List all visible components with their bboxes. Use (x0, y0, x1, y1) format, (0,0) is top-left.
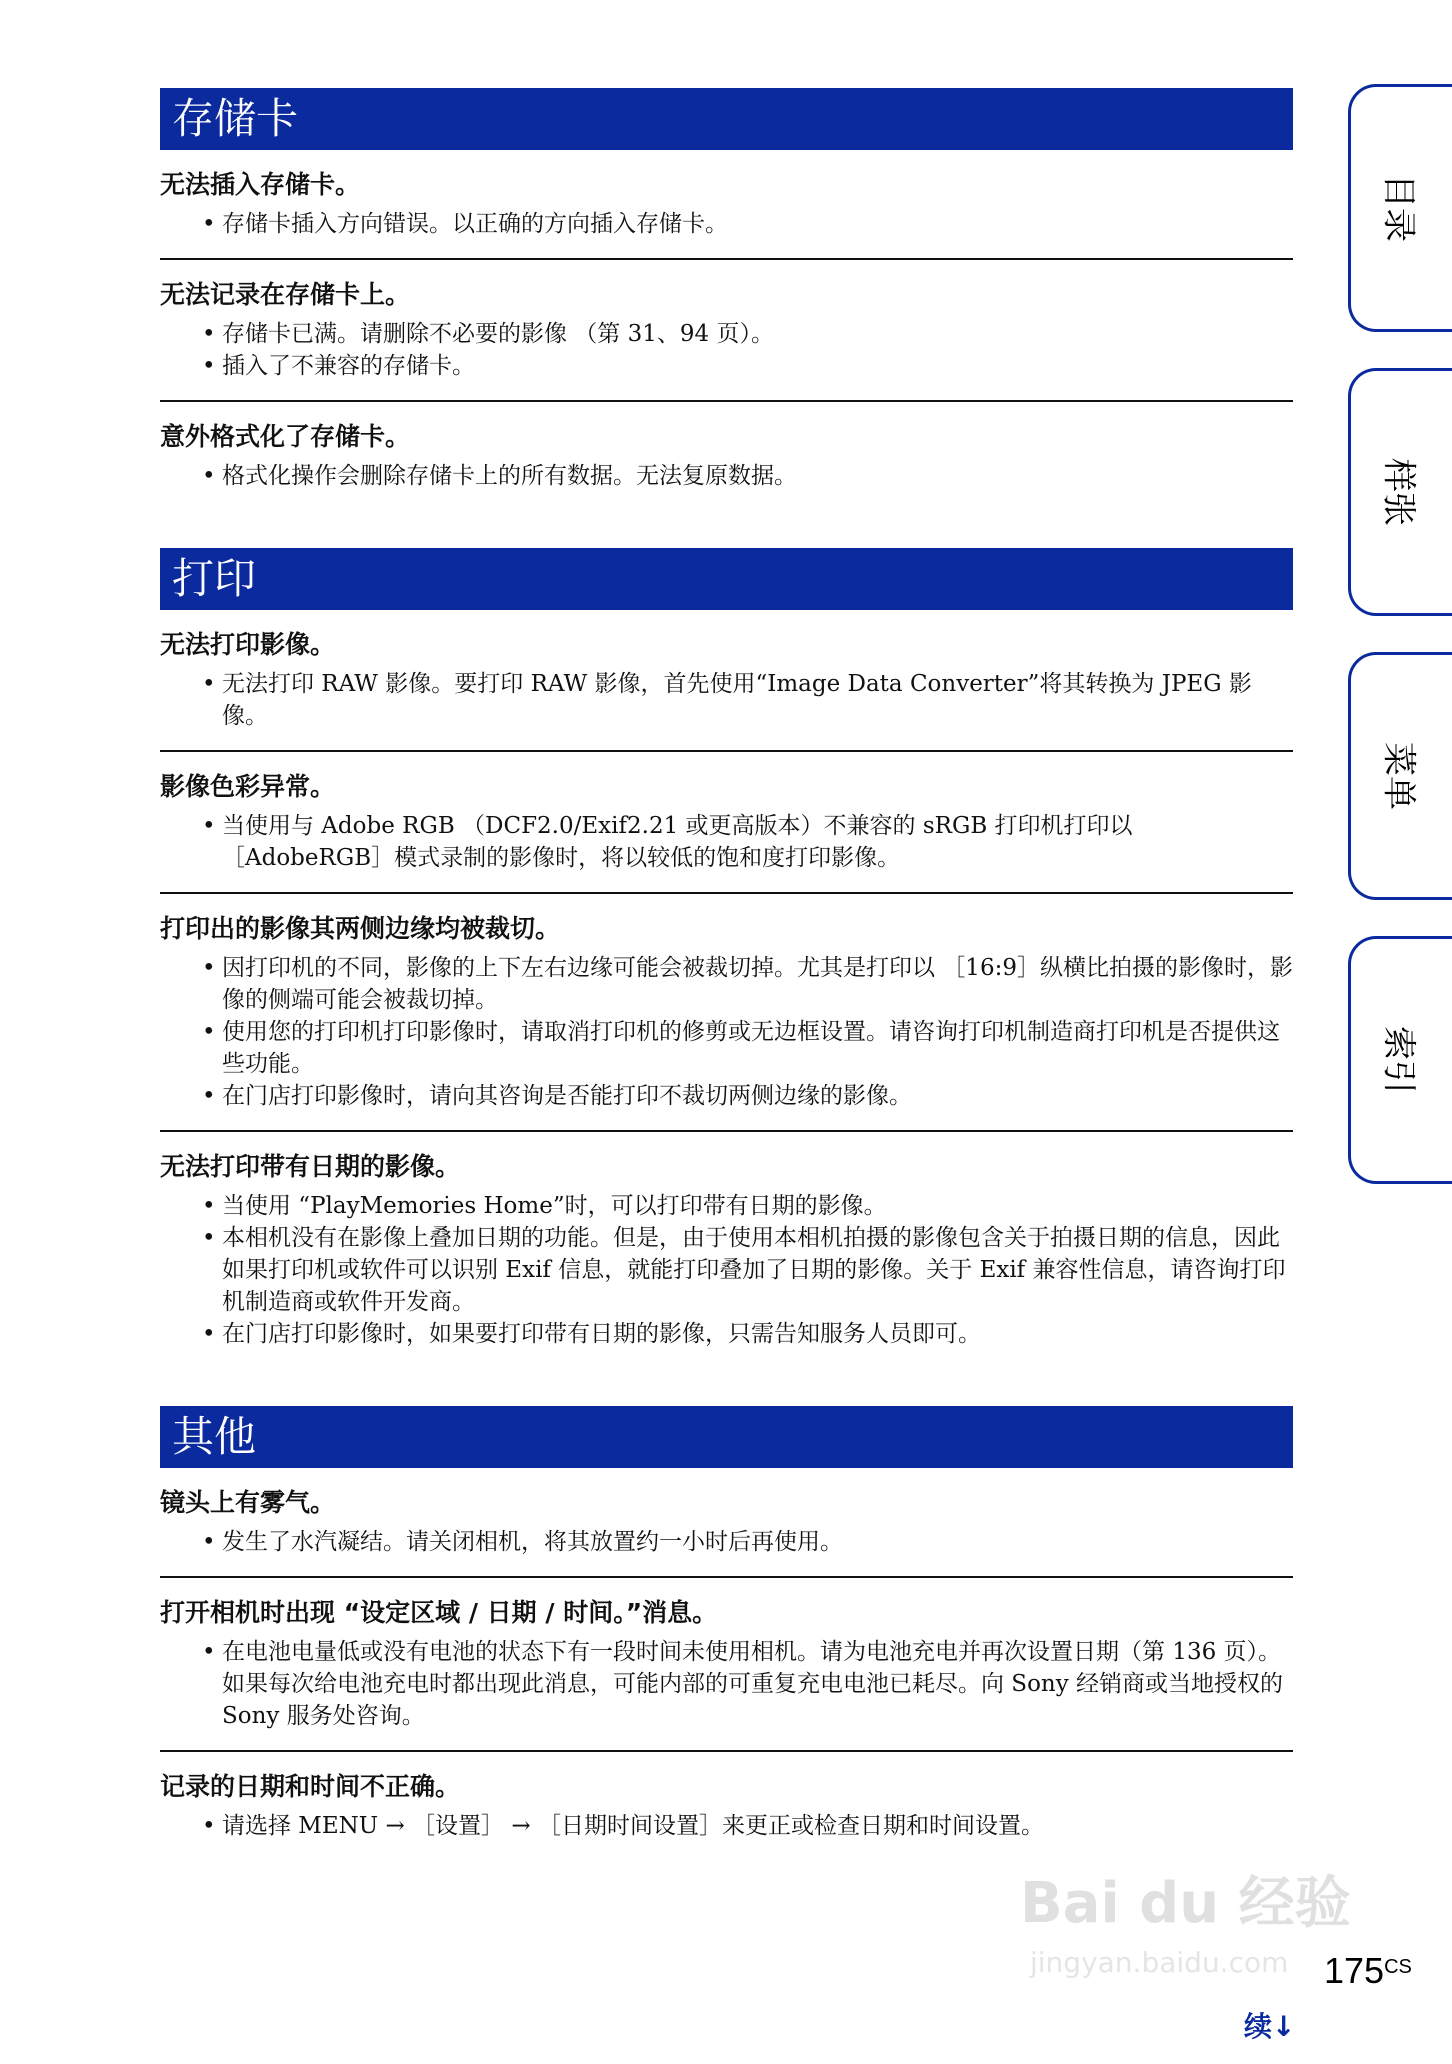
trouble-item (160, 258, 1293, 400)
trouble-item (160, 1750, 1293, 1860)
trouble-item (160, 150, 1293, 258)
section-heading: 存储卡 (160, 88, 1293, 150)
bullet-text: • 无法打印 RAW 影像。要打印 RAW 影像，首先使用“Image Data Converter”将其转换为 JPEG 影像。 (160, 668, 1293, 732)
item-title: 意外格式化了存储卡。 (160, 422, 411, 451)
bullet-text: • 请选择 MENU → ［设置］ → ［日期时间设置］来更正或检查日期和时间设置。 (160, 1810, 1293, 1842)
bullet-text: • 使用您的打印机打印影像时，请取消打印机的修剪或无边框设置。请咨询打印机制造商打印机是否提供这些功能。 (160, 1016, 1293, 1080)
watermark-main: Bai du 经验 (1020, 1871, 1351, 1936)
bullet-text: • 存储卡已满。请删除不必要的影像 （第 31、94 页）。 (160, 318, 1293, 350)
item-title: 记录的日期和时间不正确。 (160, 1772, 461, 1801)
item-title: 无法插入存储卡。 (160, 170, 361, 199)
bullet-text: • 在电池电量低或没有电池的状态下有一段时间未使用相机。请为电池充电并再次设置日期（第 136 页）。如果每次给电池充电时都出现此消息，可能内部的可重复充电电池已耗尽。向 Sony 经销商或当地授权的 Sony 服务处咨询。 (160, 1636, 1293, 1732)
bullet-text: • 本相机没有在影像上叠加日期的功能。但是，由于使用本相机拍摄的影像包含关于拍摄日期的信息，因此如果打印机或软件可以识别 Exif 信息，就能打印叠加了日期的影像。关于 Exif 兼容性信息，请咨询打印机制造商或软件开发商。 (160, 1222, 1293, 1318)
bullet-text: • 在门店打印影像时，请向其咨询是否能打印不裁切两侧边缘的影像。 (160, 1080, 1293, 1112)
bullet-text: • 插入了不兼容的存储卡。 (160, 350, 1293, 382)
tab-samples[interactable] (1348, 368, 1452, 616)
trouble-item (160, 400, 1293, 510)
trouble-item (160, 1576, 1293, 1750)
watermark-sub: jingyan.baidu.com (1030, 1946, 1289, 1979)
item-title: 影像色彩异常。 (160, 772, 336, 801)
bullet-text: • 当使用 “PlayMemories Home”时，可以打印带有日期的影像。 (160, 1190, 1293, 1222)
tab-contents[interactable] (1348, 84, 1452, 332)
bullet-text: • 因打印机的不同，影像的上下左右边缘可能会被裁切掉。尤其是打印以 ［16:9］纵横比拍摄的影像时，影像的侧端可能会被裁切掉。 (160, 952, 1293, 1016)
tab-label: 样张 (1378, 458, 1418, 526)
section-heading: 其他 (160, 1406, 1293, 1468)
section-memory-card (160, 88, 1293, 510)
tab-menu[interactable] (1348, 652, 1452, 900)
item-title: 无法打印影像。 (160, 630, 336, 659)
page-content (160, 88, 1293, 1898)
trouble-item (160, 610, 1293, 750)
bullet-text: • 在门店打印影像时，如果要打印带有日期的影像，只需告知服务人员即可。 (160, 1318, 1293, 1350)
continued-link[interactable]: 续↓ (1244, 2010, 1296, 2043)
trouble-item (160, 750, 1293, 892)
tab-index[interactable] (1348, 936, 1452, 1184)
item-title: 打开相机时出现 “设定区域 / 日期 / 时间。”消息。 (160, 1598, 718, 1627)
page-number (1324, 1950, 1412, 1992)
trouble-item (160, 1468, 1293, 1576)
bullet-text: • 格式化操作会删除存储卡上的所有数据。无法复原数据。 (160, 460, 1293, 492)
section-printing (160, 548, 1293, 1368)
tab-label: 目录 (1378, 174, 1418, 242)
trouble-item (160, 892, 1293, 1130)
trouble-item (160, 1130, 1293, 1368)
item-title: 打印出的影像其两侧边缘均被裁切。 (160, 914, 561, 943)
bullet-text: • 当使用与 Adobe RGB （DCF2.0/Exif2.21 或更高版本）不兼容的 sRGB 打印机打印以 ［AdobeRGB］模式录制的影像时，将以较低的饱和度打印影像。 (160, 810, 1293, 874)
tab-label: 菜单 (1378, 742, 1418, 810)
item-title: 镜头上有雾气。 (160, 1488, 336, 1517)
bullet-text: • 存储卡插入方向错误。以正确的方向插入存储卡。 (160, 208, 1293, 240)
section-heading: 打印 (160, 548, 1293, 610)
item-title: 无法打印带有日期的影像。 (160, 1152, 461, 1181)
page-number-value: 175 (1324, 1950, 1385, 1991)
item-title: 无法记录在存储卡上。 (160, 280, 411, 309)
section-other (160, 1406, 1293, 1860)
bullet-text: • 发生了水汽凝结。请关闭相机，将其放置约一小时后再使用。 (160, 1526, 1293, 1558)
tab-label: 索引 (1378, 1026, 1418, 1094)
page-suffix: CS (1384, 1956, 1412, 1978)
